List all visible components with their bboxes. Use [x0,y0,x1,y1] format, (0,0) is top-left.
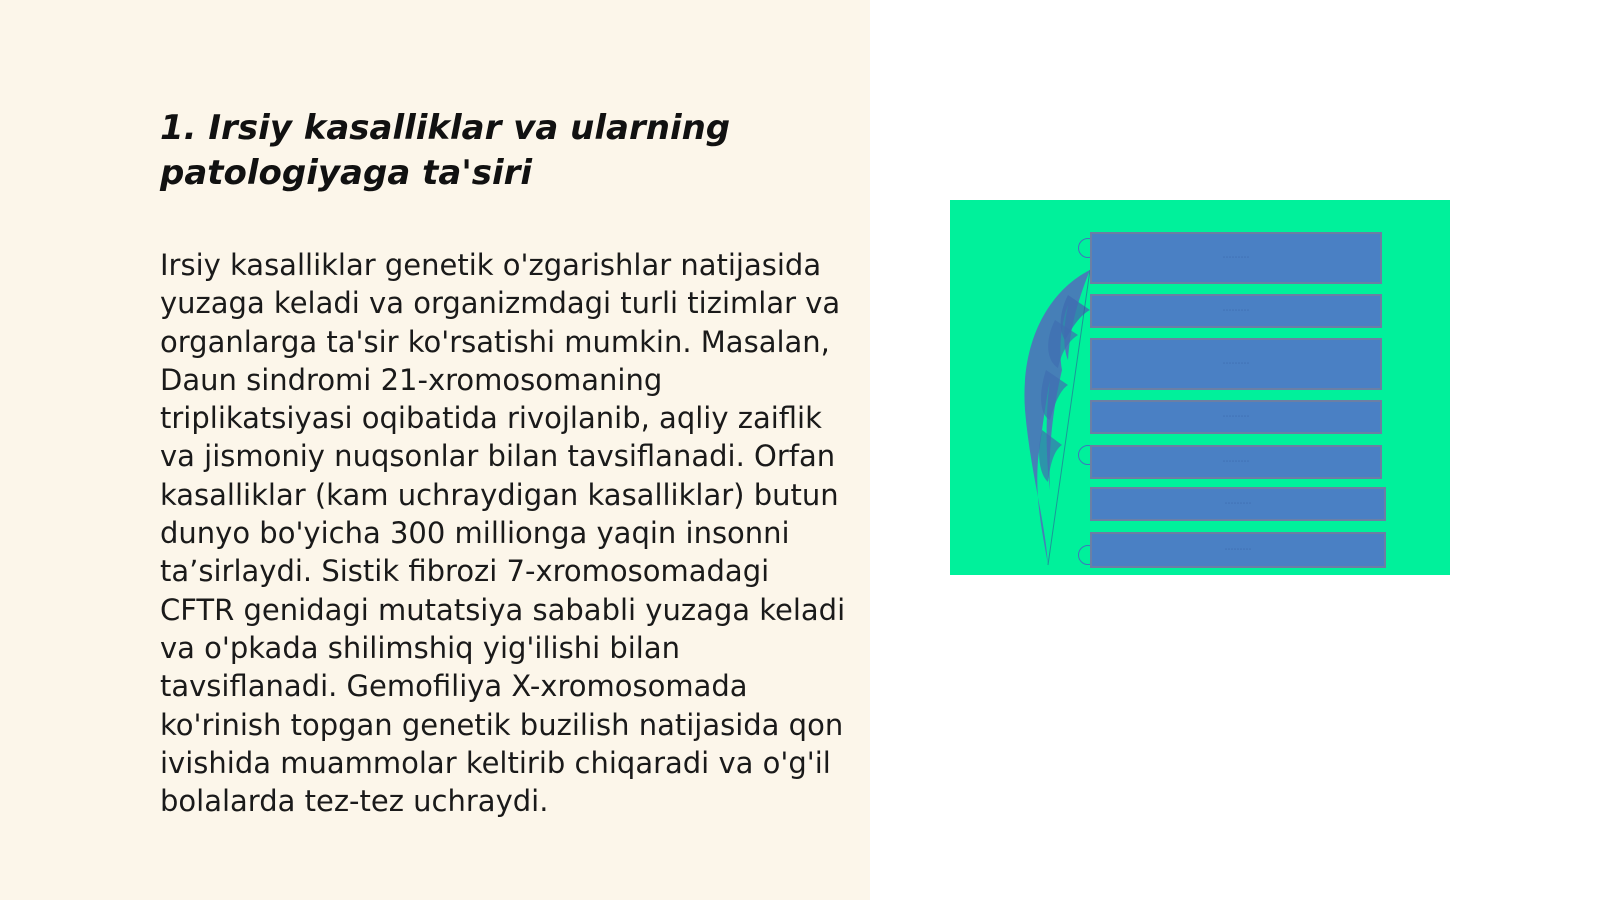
slide-body-text: Irsiy kasalliklar genetik o'zgarishlar natijasida yuzaga keladi va organizmdagi turli tizimlar va organlarga ta'sir ko'rsatishi mumkin. Masalan, Daun sindromi 21-xromosomaning triplikatsiyasi oqibatida rivojlanib, aqliy zaiflik va jismoniy nuqsonlar bilan tavsiflanadi. Orfan kasalliklar (kam uchraydigan kasalliklar) butun dunyo bo'yicha 300 millionga yaqin insonni ta’sirlaydi. Sistik fibrozi 7-xromosomadagi CFTR genidagi mutatsiya sababli yuzaga keladi va o'pkada shilimshiq yig'ilishi bilan tavsiflanadi. Gemofiliya X-xromosomada ko'rinish topgan genetik buzilish natijasida qon ivishida muammolar keltirib chiqaradi va o'g'il bolalarda tez-tez uchraydi. [160,248,846,819]
diagram-box: ⋯⋯⋯ [1090,400,1382,434]
diagram-box: ⋯⋯⋯ [1090,445,1382,479]
diagram-box: ⋯⋯⋯ [1090,532,1386,568]
diagram-box: ⋯⋯⋯ [1090,487,1386,521]
diagram-box: ⋯⋯⋯ [1090,294,1382,328]
diagram-box: ⋯⋯⋯ [1090,338,1382,390]
slide-title: 1. Irsiy kasalliklar va ularning patologiyaga ta'siri [160,108,731,193]
diagram-image [950,200,1450,575]
diagram-box: ⋯⋯⋯ [1090,232,1382,284]
